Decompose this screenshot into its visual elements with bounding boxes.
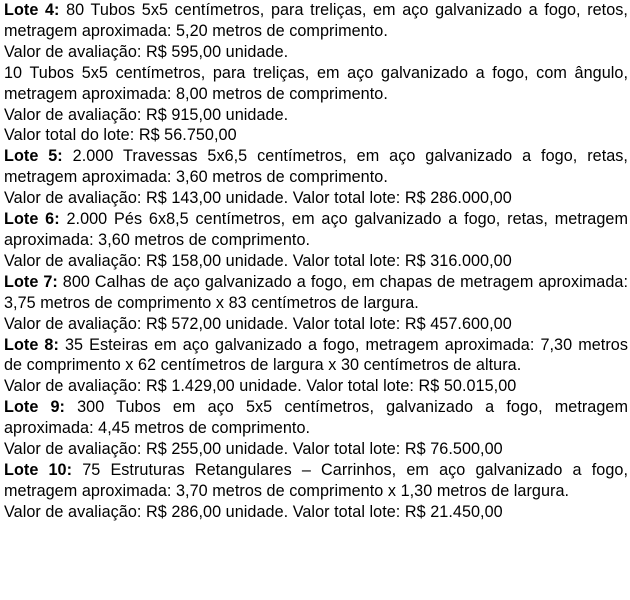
lot-4-total: Valor total do lote: R$ 56.750,00 (4, 126, 237, 145)
lot-10-description-text: 75 Estruturas Retangulares – Carrinhos, em aço galvanizado a fogo, metragem aproximada: 3,70 metros de comprimento x 1,30 metros de largura. (4, 460, 628, 500)
lot-7-valuation: Valor de avaliação: R$ 572,00 unidade. Valor total lote: R$ 457.600,00 (4, 314, 512, 333)
lot-4-item-2-valuation: Valor de avaliação: R$ 915,00 unidade. (4, 105, 289, 124)
lot-7-label: Lote 7: (4, 272, 58, 291)
lot-section-4 (4, 0, 628, 146)
lot-8-valuation: Valor de avaliação: R$ 1.429,00 unidade. Valor total lote: R$ 50.015,00 (4, 377, 517, 396)
lot-10-description (4, 460, 628, 502)
lot-8-description (4, 335, 628, 377)
lot-6-valuation: Valor de avaliação: R$ 158,00 unidade. Valor total lote: R$ 316.000,00 (4, 251, 512, 270)
lot-4-description-text: 80 Tubos 5x5 centímetros, para treliças, em aço galvanizado a fogo, retos, metragem aproximada: 5,20 metros de comprimento. (4, 1, 628, 40)
lot-5-valuation: Valor de avaliação: R$ 143,00 unidade. Valor total lote: R$ 286.000,00 (4, 189, 512, 208)
lot-8-description-text: 35 Esteiras em aço galvanizado a fogo, metragem aproximada: 7,30 metros de comprimento x 62 centímetros de largura x 30 centímetros de altura. (4, 335, 628, 375)
lot-4-item-2-description: 10 Tubos 5x5 centímetros, para treliças, em aço galvanizado a fogo, com ângulo, metragem aproximada: 8,00 metros de comprimento. (4, 63, 628, 103)
lot-7-description (4, 272, 628, 314)
lot-5-description (4, 146, 628, 188)
lot-section-6 (4, 209, 628, 272)
lot-4-item-1-valuation: Valor de avaliação: R$ 595,00 unidade. (4, 42, 289, 61)
lot-section-9 (4, 397, 628, 460)
lot-8-label: Lote 8: (4, 335, 59, 354)
lot-4-label: Lote 4: (4, 1, 60, 19)
lot-section-10 (4, 460, 628, 523)
lot-9-description (4, 397, 628, 439)
lot-section-5 (4, 146, 628, 209)
lot-6-label: Lote 6: (4, 210, 60, 229)
lot-10-valuation: Valor de avaliação: R$ 286,00 unidade. Valor total lote: R$ 21.450,00 (4, 502, 503, 521)
lot-4-description (4, 0, 628, 42)
lot-section-7 (4, 272, 628, 335)
lot-section-8 (4, 335, 628, 398)
lot-5-label: Lote 5: (4, 147, 63, 166)
lot-9-description-text: 300 Tubos em aço 5x5 centímetros, galvanizado a fogo, metragem aproximada: 4,45 metros de comprimento. (4, 398, 629, 438)
lot-6-description-text: 2.000 Pés 6x8,5 centímetros, em aço galvanizado a fogo, retas, metragem aproximada: 3,60 metros de comprimento. (4, 210, 628, 249)
lot-7-description-text: 800 Calhas de aço galvanizado a fogo, em chapas de metragem aproximada: 3,75 metros de comprimento x 83 centímetros de largura. (4, 272, 628, 312)
lot-9-valuation: Valor de avaliação: R$ 255,00 unidade. Valor total lote: R$ 76.500,00 (4, 440, 503, 459)
lot-10-label: Lote 10: (4, 460, 73, 479)
lot-9-label: Lote 9: (4, 398, 65, 417)
lot-6-description (4, 209, 628, 251)
lot-5-description-text: 2.000 Travessas 5x6,5 centímetros, em aço galvanizado a fogo, retas, metragem aproximada: 3,60 metros de comprimento. (4, 147, 628, 187)
